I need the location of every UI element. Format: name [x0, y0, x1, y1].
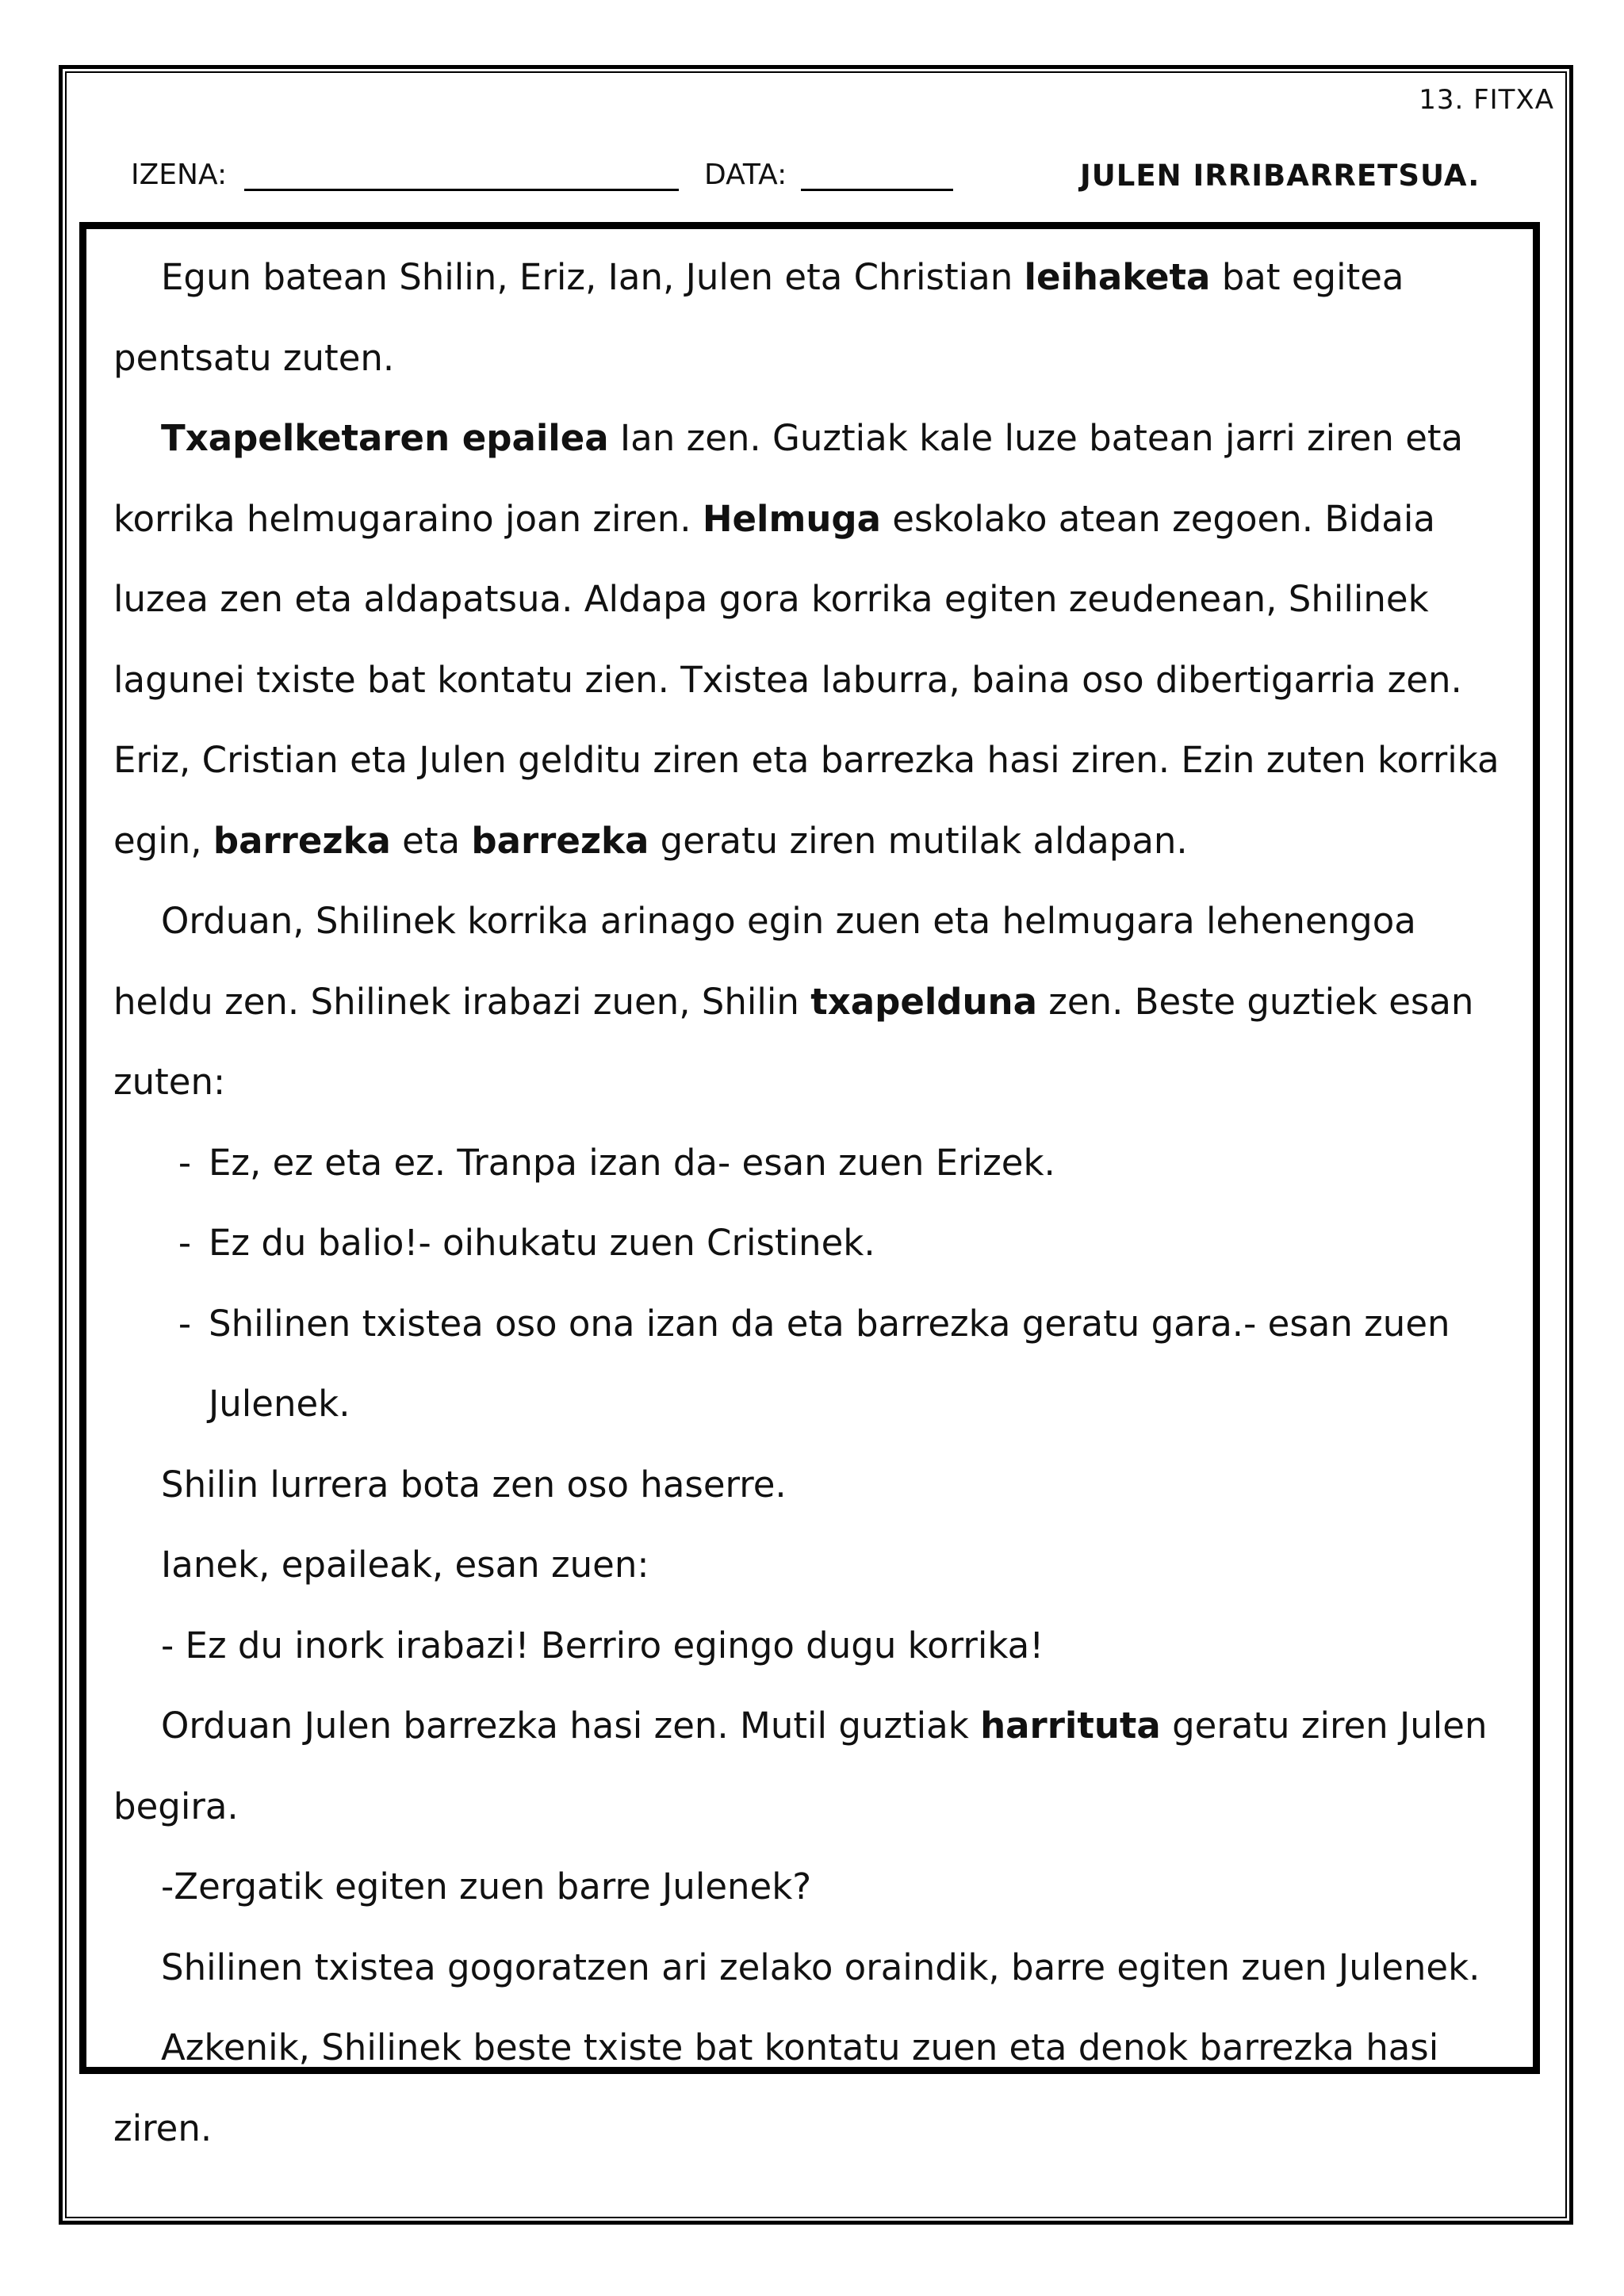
text-run: Egun batean Shilin, Eriz, Ian, Julen eta Christian [161, 256, 1025, 298]
bold-word: txapelduna [810, 980, 1037, 1023]
dialog-text: Shilinen txistea oso ona izan da eta barrezka geratu gara.- esan zuen Julenek. [209, 1302, 1450, 1425]
dialog-text: Ez, ez eta ez. Tranpa izan da- esan zuen Erizek. [209, 1141, 1055, 1184]
paragraph-4: Shilin lurrera bota zen oso haserre. [161, 1463, 787, 1506]
paragraph-9: Shilinen txistea gogoratzen ari zelako oraindik, barre egiten zuen Julenek. [161, 1946, 1480, 1988]
text-run: geratu ziren mutilak aldapan. [649, 819, 1188, 862]
dash-marker: - [178, 1141, 192, 1184]
text-run: Orduan Julen barrezka hasi zen. Mutil guztiak [161, 1705, 981, 1747]
story-title: JULEN IRRIBARRETSUA. [1080, 159, 1480, 193]
bold-word: leihaketa [1024, 256, 1211, 298]
paragraph-6: - Ez du inork irabazi! Berriro egingo dugu korrika! [161, 1624, 1044, 1667]
dialog-line-2 [113, 1203, 1525, 1284]
worksheet-number: 13. FITXA [1419, 84, 1554, 116]
paragraph-10: Azkenik, Shilinek beste txiste bat kontatu zuen eta denok barrezka hasi ziren. [113, 2026, 1439, 2149]
date-label: DATA: [704, 159, 787, 191]
story-text [113, 237, 1525, 2168]
name-blank-line[interactable] [244, 189, 679, 191]
bold-word: Txapelketaren epailea [161, 417, 609, 459]
bold-word: Helmuga [702, 497, 881, 540]
bold-word: barrezka [213, 819, 391, 862]
bold-word: harrituta [980, 1705, 1161, 1747]
dash-marker: - [178, 1222, 192, 1264]
dialog-line-3 [113, 1284, 1525, 1445]
text-run: bat egitea pentsatu zuten. [113, 256, 1404, 379]
dialog-text: Ez du balio!- oihukatu zuen Cristinek. [209, 1222, 875, 1264]
dialog-line-1 [113, 1123, 1525, 1203]
dash-marker: - [178, 1302, 192, 1345]
name-label: IZENA: [131, 159, 228, 191]
paragraph-8: -Zergatik egiten zuen barre Julenek? [161, 1866, 812, 1908]
text-run: Ian zen. Guztiak kale luze batean jarri ziren eta korrika helmugaraino joan ziren. [113, 417, 1464, 540]
paragraph-1 [113, 237, 1525, 398]
date-blank-line[interactable] [801, 189, 953, 191]
bold-word: barrezka [471, 819, 649, 862]
text-run: geratu ziren Julen begira. [113, 1705, 1488, 1827]
text-run: Orduan, Shilinek korrika arinago egin zuen eta helmugara lehenengoa heldu zen. Shilinek irabazi zuen, Shilin [113, 900, 1416, 1023]
text-run: eta [390, 819, 472, 862]
paragraph-2 [113, 398, 1525, 881]
text-run: zen. Beste guztiek esan zuten: [113, 980, 1474, 1103]
text-run: eskolako atean zegoen. Bidaia luzea zen eta aldapatsua. Aldapa gora korrika egiten zeudenean, Shilinek lagunei txiste bat kontatu zien. Txistea laburra, baina oso dibertigarria zen. Eriz, Cristian eta Julen gelditu ziren eta barrezka hasi ziren. Ezin zuten korrika egin, [113, 497, 1500, 862]
story-box [79, 222, 1540, 2149]
paragraph-7 [113, 1686, 1525, 1846]
paragraph-5: Ianek, epaileak, esan zuen: [161, 1544, 649, 1586]
paragraph-3 [113, 881, 1525, 1123]
